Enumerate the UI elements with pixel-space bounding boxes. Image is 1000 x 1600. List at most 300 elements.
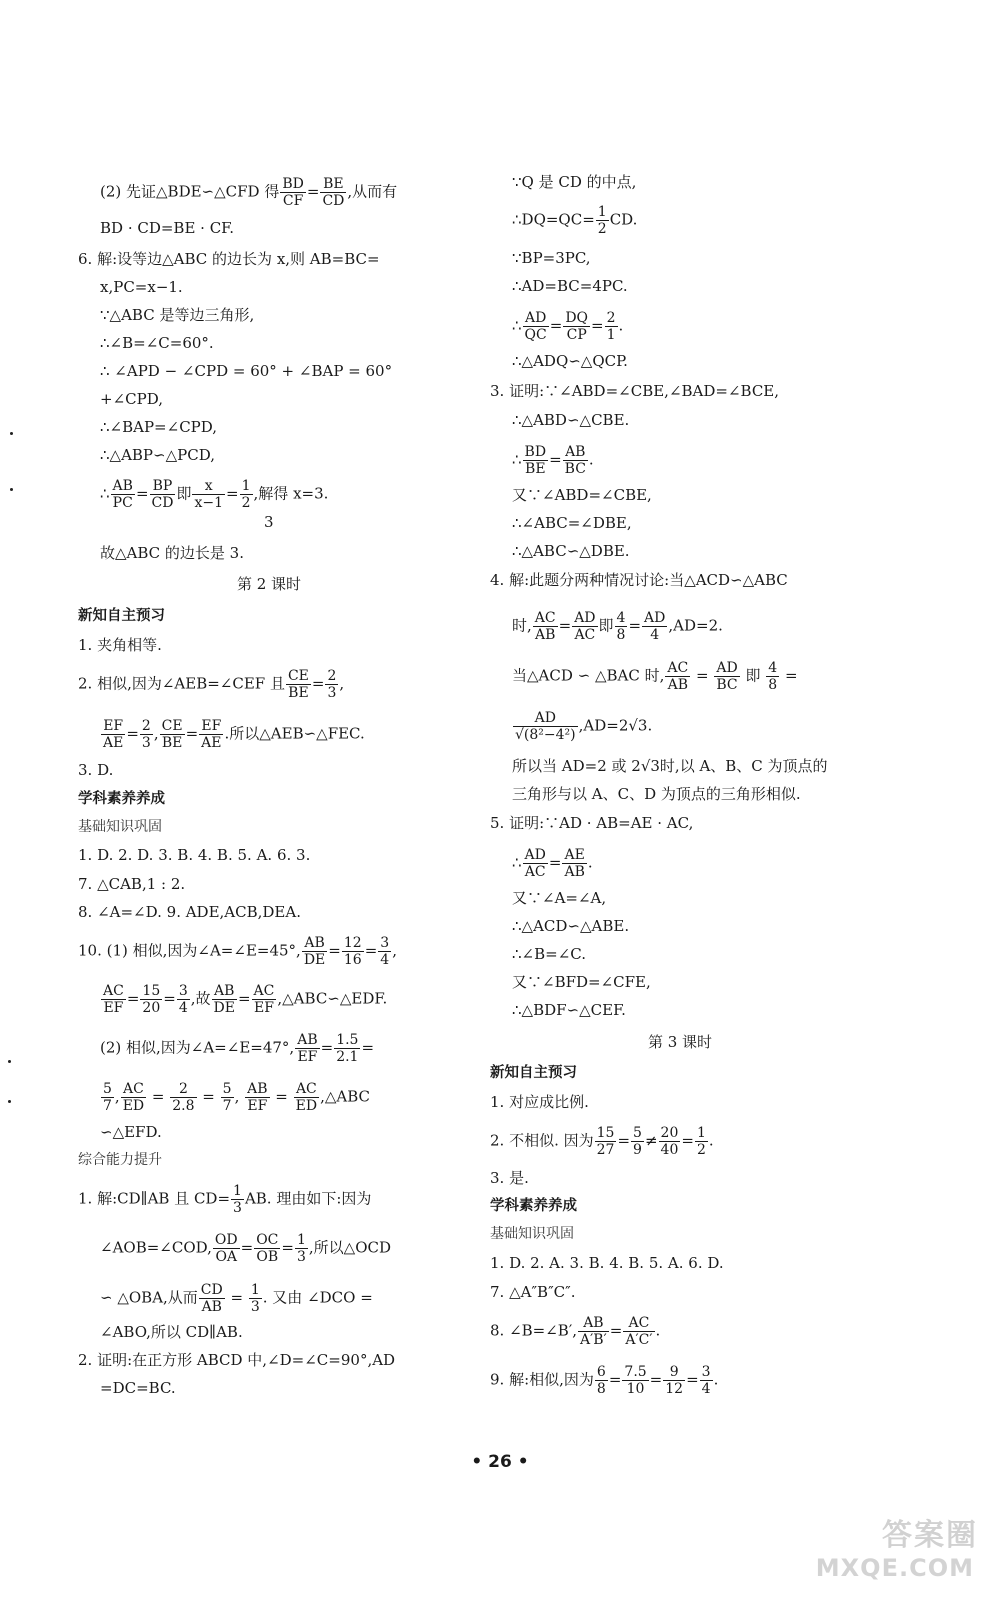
denominator: 40 [660, 1142, 679, 1158]
text: ,AD=2√3. [578, 716, 653, 735]
text-line: 故△ABC 的边长是 3. [100, 544, 244, 562]
numerator: 12 [343, 935, 362, 951]
text: ∴ [512, 316, 522, 335]
fraction [295, 1032, 319, 1065]
denominator: AE [201, 735, 222, 751]
text-line: 1. D. 2. A. 3. B. 4. B. 5. A. 6. D. [490, 1254, 724, 1272]
fraction [213, 1232, 240, 1265]
numerator: OD [214, 1232, 238, 1248]
denominator: 3 [296, 1249, 306, 1265]
text-line: ∽ △OBA,从而 $\frac{CD}{AB}$ = $\frac{1}{3}$ . 又由 ∠DCO = [100, 1282, 373, 1315]
fraction [533, 610, 558, 643]
lesson-heading: 第 2 课时 [236, 575, 302, 593]
denominator: 8 [596, 1381, 606, 1397]
numerator: AD [716, 660, 738, 676]
text-line [78, 1183, 371, 1216]
numerator: AC [103, 983, 124, 999]
denominator: 3 [141, 735, 151, 751]
text-line: 9. 解:相似,因为 $\frac{6}{8}$ = $\frac{7.5}{10}$ = $\frac{9}{12}$ = $\frac{3}{4}$ . [490, 1364, 719, 1397]
text: . [587, 853, 593, 872]
numerator: 1 [296, 1232, 306, 1248]
fraction [280, 176, 306, 209]
numerator: AD [644, 610, 666, 626]
text: ∴ [512, 853, 522, 872]
text: ∴ [512, 450, 522, 469]
numerator: 2 [327, 668, 337, 684]
fraction [523, 444, 549, 477]
denominator: AB [564, 864, 585, 880]
denominator: BE [161, 735, 183, 751]
text-line: 又∵∠ABD=∠CBE, [512, 486, 652, 504]
text-line: ∠AOB=∠COD, $\frac{OD}{OA}$ = $\frac{OC}{OB}$ = $\frac{1}{3}$ ,所以△OCD [100, 1232, 391, 1265]
numerator: 15 [142, 983, 161, 999]
denominator: 2 [696, 1142, 706, 1158]
fraction [140, 983, 162, 1016]
denominator: 2 [241, 495, 251, 511]
denominator: 3 [250, 1299, 260, 1315]
text-line: x,PC=x−1. [100, 278, 183, 296]
numerator: BD [282, 176, 304, 192]
denominator: QC [524, 327, 547, 343]
text-line: 1. 夹角相等. [78, 636, 162, 654]
denominator: 4 [650, 627, 660, 643]
numerator: 1.5 [336, 1032, 359, 1048]
text-line [490, 204, 637, 237]
denominator: ED [122, 1098, 145, 1114]
fraction [231, 1183, 244, 1216]
text-line: ∴∠BAP=∠CPD, [100, 418, 218, 436]
text-line: 2. 不相似. 因为 $\frac{15}{27}$ = $\frac{5}{9}$ ≠ $\frac{20}{40}$ = $\frac{1}{2}$ . [490, 1125, 714, 1158]
text: 2. 相似,因为∠AEB=∠CEF 且 [78, 674, 285, 693]
denominator: AB [201, 1299, 222, 1315]
numerator: 9 [663, 1364, 685, 1381]
denominator: 9 [633, 1142, 642, 1158]
text-line: 3. 是. [490, 1169, 529, 1187]
text: ∴ [100, 484, 110, 503]
fraction [252, 983, 277, 1016]
denominator: 7 [103, 1098, 112, 1114]
numerator: 3 [701, 1364, 711, 1380]
denominator: 16 [343, 952, 362, 968]
text: 2. 不相似. 因为 [490, 1131, 594, 1150]
watermark [778, 1510, 978, 1590]
text: CD. [609, 210, 638, 229]
denominator: AE [103, 735, 124, 751]
fraction [325, 668, 338, 701]
text-line: +∠CPD, [100, 390, 163, 408]
numerator: 1 [241, 478, 251, 494]
text-line: 7. △A″B″C″. [490, 1283, 576, 1301]
numerator: AB [563, 444, 588, 461]
fraction [695, 1125, 708, 1158]
fraction [700, 1364, 713, 1397]
text-line: ∠ABO,所以 CD∥AB. [100, 1323, 243, 1341]
text: 即 [745, 666, 761, 685]
denominator: EF [297, 1049, 318, 1065]
denominator: ED [295, 1098, 318, 1114]
text-line: ∴△ABD∽△CBE. [512, 411, 630, 429]
text-line: 三角形与以 A、C、D 为顶点的三角形相似. [512, 785, 801, 803]
text-line: 所以当 AD=2 或 2√3时,以 A、B、C 为顶点的 [512, 757, 828, 775]
text: (2) 先证△BDE∽△CFD 得 [100, 182, 280, 201]
fraction [150, 478, 176, 511]
fraction [294, 1081, 319, 1114]
denominator: OB [256, 1249, 279, 1265]
fraction [631, 1125, 644, 1158]
section-heading: 学科素养养成 [78, 791, 165, 807]
denominator: 1 [606, 327, 616, 343]
text: ∽ △OBA,从而 [100, 1288, 198, 1307]
scan-speck [10, 432, 13, 435]
denominator: √(8²−4²) [515, 727, 576, 743]
numerator: 1 [250, 1282, 260, 1298]
denominator: A′B′ [580, 1332, 607, 1348]
text-line: 5. 证明:∵AD · AB=AE · AC, [490, 814, 694, 832]
fraction [563, 444, 588, 477]
denominator: CD [151, 495, 174, 511]
fraction [595, 1125, 617, 1158]
numerator: EF [101, 718, 125, 735]
numerator: 20 [660, 1125, 679, 1141]
text-line: (2) 相似,因为∠A=∠E=47°, $\frac{AB}{EF}$ = $\frac{1.5}{2.1}$ = [100, 1032, 375, 1065]
scan-speck [10, 488, 13, 491]
text-line: ∴AD=BC=4PC. [512, 277, 628, 295]
denominator: 2.1 [336, 1049, 359, 1065]
text-line: ∽△EFD. [100, 1123, 162, 1141]
text: 3 [264, 513, 274, 531]
denominator: 3 [327, 685, 337, 701]
fraction [615, 610, 628, 643]
numerator: AC [294, 1081, 319, 1098]
numerator: 4 [768, 660, 778, 676]
text-line: ∴ $\frac{BD}{BE}$ = $\frac{AB}{BC}$ . [512, 444, 594, 477]
numerator: 6 [596, 1364, 606, 1380]
text: . 又由 ∠DCO = [262, 1288, 373, 1307]
numerator: AC [623, 1315, 654, 1332]
numerator: EF [199, 718, 223, 735]
text-line: (2) 先证△BDE∽△CFD 得 $\frac{BD}{CF}$ = $\frac{BE}{CD}$ ,从而有 [100, 176, 398, 209]
lesson-heading: 第 3 课时 [647, 1033, 713, 1051]
text-line: 2. 证明:在正方形 ABCD 中,∠D=∠C=90°,AD [78, 1351, 396, 1369]
denominator: 2 [597, 221, 607, 237]
text: 时, [512, 616, 532, 635]
text: ,所以△OCD [308, 1238, 391, 1257]
text: ,△ABC [320, 1087, 370, 1106]
denominator: PC [112, 495, 133, 511]
text: AB. 理由如下:因为 [244, 1189, 372, 1208]
text: 即 [176, 484, 192, 503]
denominator: BC [716, 677, 738, 693]
fraction [342, 935, 364, 968]
text-line: 2. 相似,因为∠AEB=∠CEF 且 $\frac{CE}{BE}$ = $\frac{2}{3}$ , [78, 668, 345, 701]
denominator: 4 [701, 1381, 711, 1397]
text-line: 8. ∠A=∠D. 9. ADE,ACB,DEA. [78, 903, 301, 921]
numerator: 2 [170, 1081, 196, 1098]
text: ,从而有 [347, 182, 398, 201]
numerator: AB [302, 935, 327, 952]
fraction [659, 1125, 681, 1158]
text: 当△ACD ∽ △BAC 时, [512, 666, 665, 685]
text: .所以△AEB∽△FEC. [224, 724, 365, 743]
denominator: x−1 [194, 495, 224, 511]
numerator: 5 [633, 1125, 642, 1141]
fraction [101, 1081, 114, 1114]
fraction [170, 1081, 196, 1114]
text: ∴DQ=QC= [512, 210, 595, 229]
text-line: 10. (1) 相似,因为∠A=∠E=45°, $\frac{AB}{DE}$ = $\frac{12}{16}$ = $\frac{3}{4}$ , [78, 935, 397, 968]
denominator: 8 [768, 677, 778, 693]
numerator: x [192, 478, 225, 495]
numerator: AE [562, 847, 586, 864]
fraction [562, 847, 586, 880]
numerator: AC [253, 983, 275, 999]
text: . [618, 316, 624, 335]
numerator: 2 [141, 718, 151, 734]
denominator: 8 [616, 627, 626, 643]
fraction [595, 1364, 608, 1397]
text-line: $\frac{EF}{AE}$ = $\frac{2}{3}$ , $\frac{CE}{BE}$ = $\frac{EF}{AE}$ .所以△AEB∽△FEC. [103, 718, 365, 751]
fraction [245, 1081, 269, 1114]
fraction [177, 983, 190, 1016]
text-line: ∴ $\frac{AD}{AC}$ = $\frac{AE}{AB}$ . [512, 847, 593, 880]
text-line: 8. ∠B=∠B′, $\frac{AB}{A'B'}$ = $\frac{AC}{A'C'}$ . [490, 1315, 661, 1348]
denominator: CD [322, 193, 345, 209]
fraction [320, 176, 346, 209]
watermark-logo-text: 答案圈 [882, 1518, 978, 1553]
text-line: ∴△BDF∽△CEF. [512, 1001, 626, 1019]
numerator: AC [667, 660, 689, 676]
fraction [121, 1081, 146, 1114]
section-heading: 新知自主预习 [490, 1065, 577, 1081]
text: (2) 相似,因为∠A=∠E=47°, [100, 1038, 295, 1057]
fraction [334, 1032, 360, 1065]
text: ,解得 x=3. [253, 484, 329, 503]
denominator: 4 [178, 1000, 188, 1016]
numerator: 4 [616, 610, 626, 626]
fraction [160, 718, 185, 751]
numerator: 15 [596, 1125, 615, 1141]
numerator: 1 [233, 1183, 242, 1199]
numerator: AC [534, 610, 556, 626]
numerator: BD [524, 444, 547, 460]
numerator: 3 [178, 983, 188, 999]
scan-speck [8, 1100, 11, 1103]
fraction [302, 935, 327, 968]
numerator: 2 [606, 310, 616, 326]
watermark-url: MXQE.COM [815, 1554, 974, 1582]
text: 8. ∠B=∠B′, [490, 1321, 578, 1340]
denominator: BE [525, 461, 546, 477]
numerator: AB [212, 983, 237, 1000]
denominator: EF [103, 1000, 124, 1016]
text-line: 6. 解:设等边△ABC 的边长为 x,则 AB=BC= [78, 250, 380, 268]
denominator: DE [213, 1000, 235, 1016]
fraction [286, 668, 311, 701]
fraction [623, 1315, 654, 1348]
text-line: 3. D. [78, 761, 114, 779]
denominator: CF [282, 193, 304, 209]
denominator: AC [524, 864, 546, 880]
numerator: CE [161, 718, 183, 734]
numerator: AD [513, 710, 578, 727]
denominator: 12 [665, 1381, 684, 1397]
denominator: AB [667, 677, 688, 693]
fraction [513, 710, 578, 743]
denominator: 27 [596, 1142, 615, 1158]
text-line: ∴∠B=∠C=60°. [100, 334, 214, 352]
fraction [766, 660, 779, 693]
text: ,故 [190, 989, 211, 1008]
text: . [713, 1370, 719, 1389]
text-line: ∴∠ABC=∠DBE, [512, 514, 632, 532]
denominator: 10 [626, 1381, 645, 1397]
text-line: ∴ $\frac{AD}{QC}$ = $\frac{DQ}{CP}$ = $\frac{2}{1}$ . [512, 310, 624, 343]
text-line: 3. 证明:∵∠ABD=∠CBE,∠BAD=∠BCE, [490, 382, 780, 400]
section-heading: 学科素养养成 [490, 1198, 577, 1214]
text-line: BD · CD=BE · CF. [100, 219, 235, 237]
fraction [101, 718, 125, 751]
text: 即 [598, 616, 614, 635]
text-line: 1. 对应成比例. [490, 1093, 589, 1111]
numerator: AB [247, 1081, 268, 1097]
fraction [192, 478, 225, 511]
numerator: DQ [565, 310, 589, 326]
text: 10. (1) 相似,因为∠A=∠E=45°, [78, 941, 301, 960]
subsection-heading: 基础知识巩固 [78, 819, 162, 835]
numerator: BE [320, 176, 346, 193]
denominator: AC [574, 627, 596, 643]
numerator: 5 [103, 1081, 112, 1097]
fraction [605, 310, 618, 343]
text-line: 4. 解:此题分两种情况讨论:当△ACD∽△ABC [490, 571, 788, 589]
denominator: EF [247, 1098, 268, 1114]
fraction [622, 1364, 648, 1397]
numerator: AB [112, 478, 133, 494]
numerator: BP [150, 478, 176, 495]
fraction [212, 983, 237, 1016]
fraction [665, 660, 690, 693]
fraction [663, 1364, 685, 1397]
text-line: 当△ACD ∽ △BAC 时, $\frac{AC}{AB}$ = $\frac{AD}{BC}$ 即 $\frac{4}{8}$ = [512, 660, 798, 693]
text-line: ∴△ADQ∽△QCP. [512, 352, 628, 370]
text-line [490, 710, 652, 743]
numerator: AD [523, 310, 549, 327]
numerator: 1 [597, 204, 607, 220]
numerator: CD [200, 1282, 223, 1298]
scan-speck [8, 1060, 11, 1063]
numerator: AD [524, 847, 546, 863]
denominator: EF [253, 1000, 274, 1016]
text: . [655, 1321, 661, 1340]
fraction [563, 310, 590, 343]
text: ,AD=2. [668, 616, 723, 635]
denominator: DE [303, 952, 326, 968]
text-line: 1. D. 2. D. 3. B. 4. B. 5. A. 6. 3. [78, 846, 311, 864]
numerator: 3 [380, 935, 390, 951]
denominator: 3 [233, 1200, 242, 1216]
text-line: ∴ ∠APD − ∠CPD = 60° + ∠BAP = 60° [100, 362, 393, 380]
fraction [578, 1315, 609, 1348]
numerator: 5 [222, 1081, 232, 1097]
subsection-heading: 基础知识巩固 [490, 1226, 574, 1242]
numerator: AD [574, 610, 596, 626]
text-line: 又∵∠A=∠A, [512, 889, 607, 907]
denominator: 20 [142, 1000, 161, 1016]
section-heading: 新知自主预习 [78, 608, 165, 624]
fraction [378, 935, 391, 968]
text: . [588, 450, 594, 469]
denominator: BC [564, 461, 586, 477]
fraction [111, 478, 135, 511]
fraction [254, 1232, 280, 1265]
numerator: 1 [696, 1125, 706, 1141]
fraction [199, 1282, 225, 1315]
text-line: 又∵∠BFD=∠CFE, [512, 973, 651, 991]
denominator: 7 [222, 1098, 232, 1114]
text: ∠AOB=∠COD, [100, 1238, 212, 1257]
text: 9. 解:相似,因为 [490, 1370, 594, 1389]
fraction [295, 1232, 308, 1265]
text-line: 7. △CAB,1 : 2. [78, 875, 186, 893]
fraction [101, 983, 126, 1016]
text-line: ∴△ABC∽△DBE. [512, 542, 630, 560]
text-line: ∴△ACD∽△ABE. [512, 917, 630, 935]
numerator: CE [287, 668, 309, 684]
fraction [523, 847, 548, 880]
denominator: AB [534, 627, 556, 643]
text: , [339, 674, 345, 693]
fraction [596, 204, 609, 237]
denominator: 2.8 [172, 1098, 195, 1114]
text-line: =DC=BC. [100, 1379, 176, 1397]
text-line: 时, $\frac{AC}{AB}$ = $\frac{AD}{AC}$ 即 $\frac{4}{8}$ = $\frac{AD}{4}$ ,AD=2. [512, 610, 723, 643]
text-line: ∵Q 是 CD 的中点, [512, 173, 637, 191]
text-line: ∵△ABC 是等边三角形, [100, 306, 255, 324]
text-line: ∴ $\frac{AB}{PC}$ = $\frac{BP}{CD}$ 即 $\frac{x}{x-1}$ = $\frac{1}{2}$ ,解得 x=3. [100, 478, 329, 511]
subsection-heading: 综合能力提升 [78, 1152, 162, 1168]
denominator: CP [566, 327, 587, 343]
numerator: AC [121, 1081, 146, 1098]
numerator: AB [297, 1032, 318, 1048]
fraction [642, 610, 667, 643]
text-line: ∴∠B=∠C. [512, 945, 586, 963]
fraction [523, 310, 549, 343]
denominator: A′C′ [625, 1332, 653, 1348]
text: 1. 解:CD∥AB 且 CD= [78, 1189, 231, 1208]
text: . [708, 1131, 714, 1150]
fraction [714, 660, 739, 693]
denominator: OA [215, 1249, 238, 1265]
denominator: BE [288, 685, 309, 701]
page-number: • 26 • [471, 1452, 529, 1472]
text-line: $\frac{AC}{EF}$ = $\frac{15}{20}$ = $\frac{3}{4}$ ,故 $\frac{AB}{DE}$ = $\frac{AC}{EF}$ ,△ABC∽△EDF. [103, 983, 388, 1016]
fraction [140, 718, 153, 751]
fraction [199, 718, 223, 751]
fraction [221, 1081, 234, 1114]
numerator: 7.5 [624, 1364, 647, 1380]
denominator: 4 [380, 952, 390, 968]
text: ,△ABC∽△EDF. [277, 989, 388, 1008]
text-line: ∴△ABP∽△PCD, [100, 446, 215, 464]
numerator: AB [578, 1315, 609, 1332]
fraction [572, 610, 597, 643]
fraction [240, 478, 253, 511]
text-line: $\frac{5}{7}$ , $\frac{AC}{ED}$ = $\frac{2}{2.8}$ = $\frac{5}{7}$ , $\frac{AB}{EF}$ = $\frac{AC}{ED}$ ,△ABC [103, 1081, 370, 1114]
text-line: ∵BP=3PC, [512, 249, 591, 267]
numerator: OC [256, 1232, 279, 1248]
text: = [784, 666, 798, 685]
fraction [249, 1282, 262, 1315]
